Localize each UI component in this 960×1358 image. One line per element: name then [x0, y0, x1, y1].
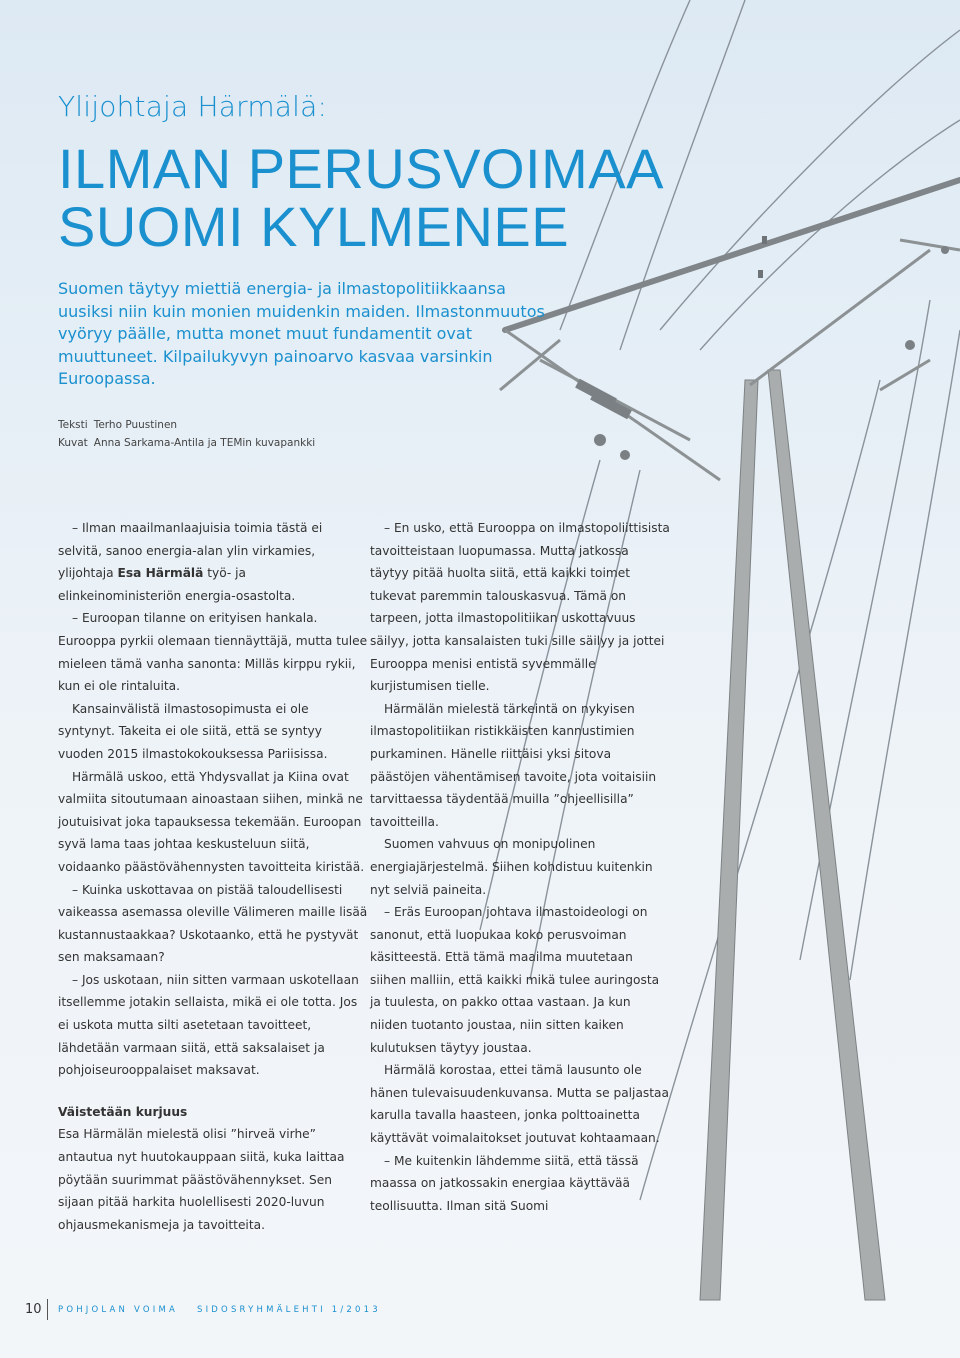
body-column-right: [370, 517, 670, 1217]
body-paragraph: Härmälä korostaa, ettei tämä lausunto ole hänen tulevaisuudenkuvansa. Mutta se paljastaa karulla tavalla haasteen, jonka polttoainetta käyttävät voimalaitokset joutuvat kohtaamaan.: [370, 1063, 669, 1146]
headline-line-2: SUOMI KYLMENEE: [58, 195, 570, 258]
paragraph-text: – Ilman maailmanlaajuisia toimia tästä ei selvitä, sanoo energia-alan ylin virkamies, ylijohtaja: [58, 521, 323, 581]
body-paragraph: – Euroopan tilanne on erityisen hankala. Eurooppa pyrkii olemaan tiennäyttäjä, mutta tulee mieleen tämä vanha sanonta: Milläs kirppu rykii, kun ei ole rintaluita.: [58, 611, 368, 694]
footer-magazine: SIDOSRYHMÄLEHTI 1/2013: [197, 1305, 381, 1315]
body-paragraph: Esa Härmälän mielestä olisi ”hirveä virhe” antautua nyt huutokauppaan siitä, kuka laittaa pöytään suurimmat päästövähennykset. Sen sijaan pitää harkita huolellisesti 2020-luvun ohjausmekanismeja ja tavoitteita.: [58, 1127, 345, 1232]
footer-publisher: POHJOLAN VOIMA: [58, 1305, 179, 1315]
text-credit-label: Teksti: [58, 419, 88, 431]
paragraph-text: työ- ja elinkeinoministeriön energia-osastolta.: [58, 566, 296, 603]
body-paragraph: Kansainvälistä ilmastosopimusta ei ole syntynyt. Takeita ei ole siitä, että se syntyy vuoden 2015 ilmastokokouksessa Pariisissa.: [58, 701, 328, 761]
article-credits: [58, 416, 315, 452]
body-paragraph: – Kuinka uskottavaa on pistää taloudellisesti vaikeassa asemassa oleville Välimeren maille lisää kustannustaakkaa? Uskotaanko, että he pystyvät sen maksamaan?: [58, 882, 368, 965]
article-lead: Suomen täytyy miettiä energia- ja ilmastopolitiikkaansa uusiksi niin kuin monien muidenkin maiden. Ilmastonmuutos vyöryy päälle, mutta monet muut fundamentit ovat muuttuneet. Kilpailukyvyn painoarvo kasvaa varsinkin Euroopassa.: [58, 279, 545, 388]
body-paragraph: Härmälän mielestä tärkeintä on nykyisen ilmastopolitiikan ristikkäisten kannustimien purkaminen. Hänelle riittäisi yksi sitova päästöjen vähentämisen tavoite, jota voitaisiin tarvittaessa täydentää muilla ”ohjeellisilla” tavoitteilla.: [370, 701, 657, 829]
page-number: 10: [25, 1302, 42, 1317]
article-headline: [58, 137, 698, 258]
photo-credit-author: Anna Sarkama-Antila ja TEMin kuvapankki: [93, 437, 316, 449]
photo-credit: [58, 434, 315, 452]
body-paragraph: [58, 517, 368, 607]
article-kicker: Ylijohtaja Härmälä:: [58, 90, 328, 123]
photo-credit-label: Kuvat: [58, 437, 88, 449]
headline-line-1: ILMAN PERUSVOIMAA: [58, 137, 664, 200]
body-paragraph: Suomen vahvuus on monipuolinen energiajärjestelmä. Siihen kohdistuu kuitenkin nyt selviä paineita.: [370, 837, 653, 897]
body-paragraph: – Eräs Euroopan johtava ilmastoideologi on sanonut, että luopukaa koko perusvoiman käsitteestä. Että tämä maailma muutetaan siihen malliin, että kaikki mikä tulee auringosta ja tuulesta, on pakko ottaa vastaan. Ja kun niiden tuotanto joustaa, niin sitten kaiken kulutuksen täytyy joustaa.: [370, 905, 660, 1055]
body-column-left: [58, 517, 368, 1236]
body-paragraph: – Jos uskotaan, niin sitten varmaan uskotellaan itsellemme jotakin sellaista, mikä ei ole totta. Jos ei uskota mutta silti asetetaan tavoitteet, lähdetään varmaan siitä, että saksalaiset ja pohjoiseurooppalaiset maksavat.: [58, 972, 359, 1078]
text-credit: [58, 416, 315, 434]
footer-divider: [47, 1299, 48, 1320]
person-name: Esa Härmälä: [117, 566, 204, 581]
body-paragraph: – En usko, että Eurooppa on ilmastopoliittisista tavoitteistaan luopumassa. Mutta jatkossa täytyy pitää huolta siitä, että kaikki toimet tukevat paremmin talouskasvua. Tämä on tarpeen, jotta ilmastopolitiikan uskottavuus säilyy, jotta kansalaisten tuki sille säilyy ja jottei Eurooppa menisi entistä syvemmälle kurjistumisen tielle.: [370, 521, 670, 694]
subheading: Väistetään kurjuus: [58, 1104, 188, 1119]
body-paragraph: Härmälä uskoo, että Yhdysvallat ja Kiina ovat valmiita sitoutumaan ainoastaan siihen, minkä ne joutuisivat joka tapauksessa tekemään. Euroopan syvä lama taas johtaa keskusteluun siitä, voidaanko päästövähennysten tavoitteita kiristää.: [58, 769, 365, 874]
text-credit-author: Terho Puustinen: [93, 419, 178, 431]
body-paragraph: – Me kuitenkin lähdemme siitä, että tässä maassa on jatkossakin energiaa käyttävää teollisuutta. Ilman sitä Suomi: [370, 1153, 639, 1213]
